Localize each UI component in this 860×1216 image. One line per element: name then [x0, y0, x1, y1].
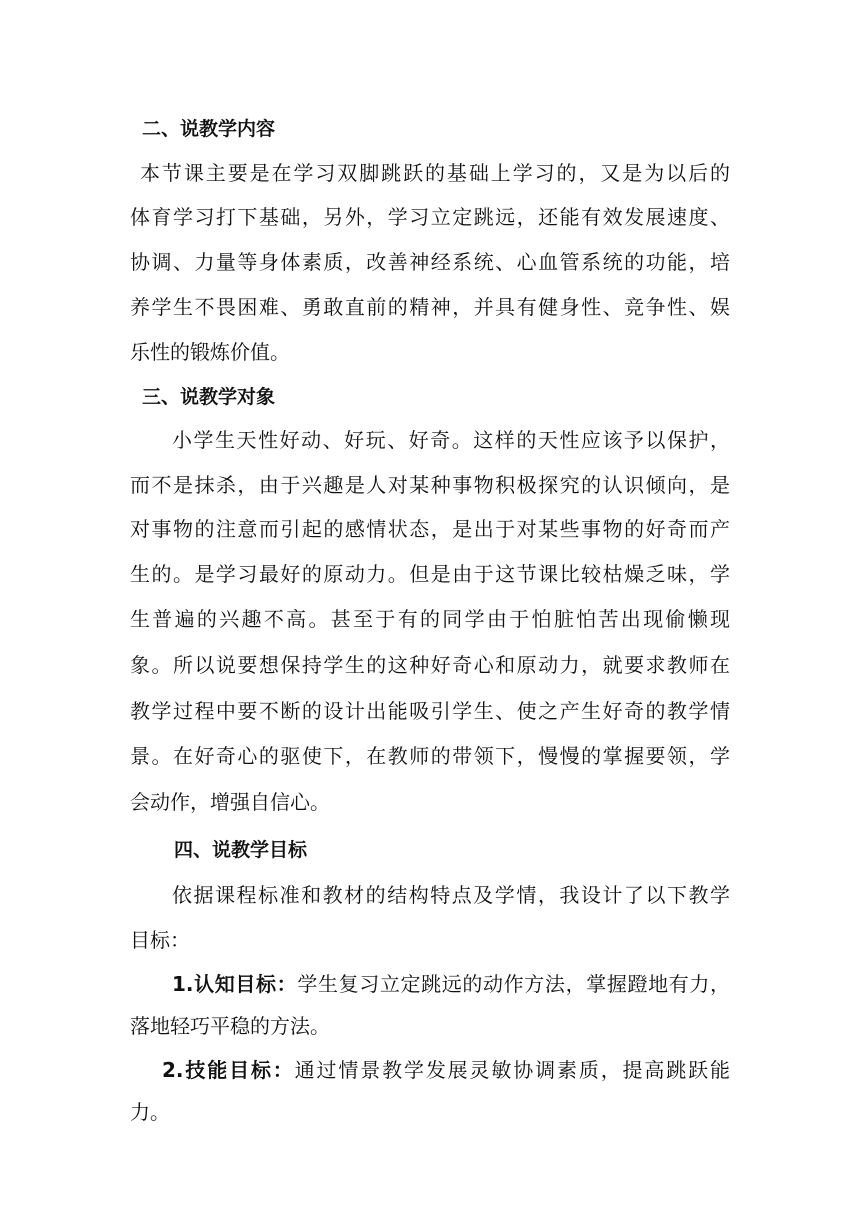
goal-item-cognitive [172, 970, 730, 998]
goal-continuation: 落地轻巧平稳的方法。 [130, 1014, 330, 1038]
paragraph-line: 对事物的注意而引起的感情状态，是出于对某些事物的好奇而产 [130, 517, 730, 541]
goal-label: 2.技能目标： [162, 1058, 295, 1082]
paragraph-line: 小学生天性好动、好玩、好奇。这样的天性应该予以保护， [172, 428, 730, 452]
paragraph-line: 景。在好奇心的驱使下，在教师的带领下，慢慢的掌握要领，学 [130, 744, 730, 768]
goal-text: 通过情景教学发展灵敏协调素质，提高跳跃能 [294, 1058, 730, 1082]
section-heading-teaching-goals: 四、说教学目标 [174, 839, 308, 861]
paragraph-line: 养学生不畏困难、勇敢直前的精神，并具有健身性、竞争性、娱 [130, 295, 730, 319]
paragraph-line: 本节课主要是在学习双脚跳跃的基础上学习的，又是为以后的 [140, 161, 730, 185]
paragraph-line: 而不是抹杀，由于兴趣是人对某种事物积极探究的认识倾向，是 [130, 473, 730, 497]
section-heading-teaching-content: 二、说教学内容 [142, 118, 276, 140]
paragraph-line: 教学过程中要不断的设计出能吸引学生、使之产生好奇的教学情 [130, 699, 730, 723]
paragraph-line: 依据课程标准和教材的结构特点及学情，我设计了以下教学 [172, 883, 730, 907]
paragraph-line: 乐性的锻炼价值。 [130, 340, 290, 364]
paragraph-line: 象。所以说要想保持学生的这种好奇心和原动力，就要求教师在 [130, 653, 730, 677]
paragraph-line: 协调、力量等身体素质，改善神经系统、心血管系统的功能，培 [130, 250, 730, 274]
paragraph-line: 会动作，增强自信心。 [130, 790, 330, 814]
paragraph-line: 生普遍的兴趣不高。甚至于有的同学由于怕脏怕苦出现偷懒现 [130, 607, 730, 631]
paragraph-line: 目标： [130, 928, 190, 952]
paragraph-line: 体育学习打下基础，另外，学习立定跳远，还能有效发展速度、 [130, 205, 730, 229]
section-heading-teaching-object: 三、说教学对象 [142, 386, 276, 408]
goal-item-skill [162, 1056, 730, 1084]
paragraph-line: 生的。是学习最好的原动力。但是由于这节课比较枯燥乏味，学 [130, 562, 730, 586]
goal-continuation: 力。 [130, 1100, 170, 1124]
goal-label: 1.认知目标： [172, 972, 298, 996]
goal-text: 学生复习立定跳远的动作方法，掌握蹬地有力， [297, 972, 731, 996]
